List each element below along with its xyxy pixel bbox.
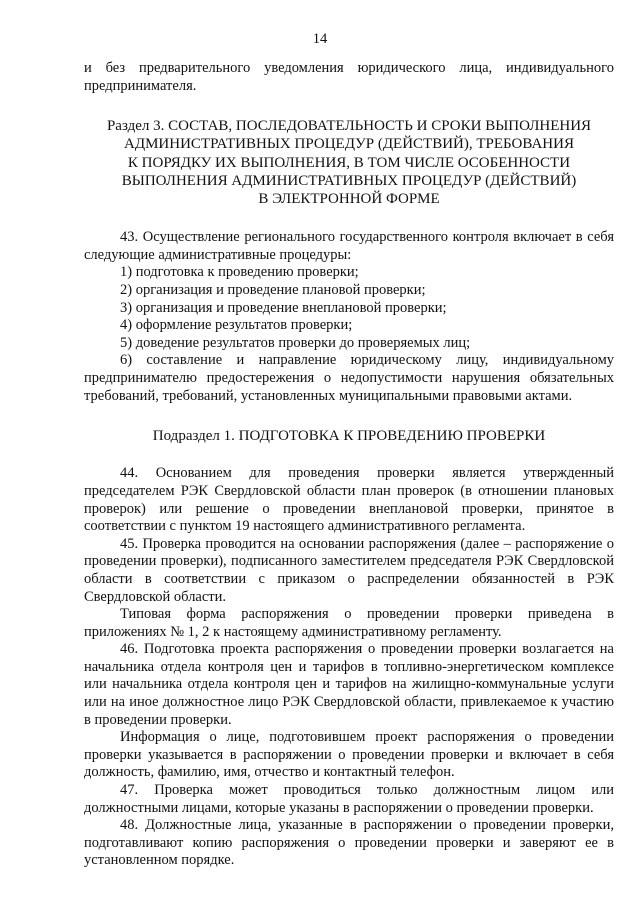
paragraph-48: 48. Должностные лица, указанные в распоряжении о проведении проверки, подготавливают копию распоряжения о проведении проверки и заверяют ее в установленном порядке. — [84, 817, 614, 869]
paragraph-44: 44. Основанием для проведения проверки является утвержденный председателем РЭК Свердловской области план проверок (в отношении плановых проверок) или решение о проведении внеплановой проверки, принятое в соответствии с пунктом 19 настоящего административного регламента. — [84, 465, 614, 535]
procedure-item: 3) организация и проведение внеплановой проверки; — [120, 299, 447, 316]
paragraph-43: 43. Осуществление регионального государственного контроля включает в себя следующие административные процедуры: — [84, 229, 614, 263]
section-heading-line: Раздел 3. СОСТАВ, ПОСЛЕДОВАТЕЛЬНОСТЬ И СРОКИ ВЫПОЛНЕНИЯ — [106, 118, 592, 135]
paragraph-47: 47. Проверка может проводиться только должностным лицом или должностными лицами, которые указаны в распоряжении о проведении проверки. — [84, 782, 614, 816]
section-heading — [84, 117, 614, 208]
paragraph-46: 46. Подготовка проекта распоряжения о проведении проверки возлагается на начальника отдела контроля цен и тарифов в топливно-энергетическом комплексе или начальника отдела контроля цен и тарифов на жилищно-коммунальные услуги или на иное должностное лицо РЭК Свердловской области, привлекаемое к участию в проведении проверки. — [84, 641, 614, 728]
page-number: 14 — [312, 31, 328, 47]
subsection-heading: Подраздел 1. ПОДГОТОВКА К ПРОВЕДЕНИЮ ПРОВЕРКИ — [152, 428, 546, 445]
paragraph-46-info: Информация о лице, подготовившем проект распоряжения о проведении проверки указывается в распоряжении о проведении проверки и включает в себя должность, фамилию, имя, отчество и контактный телефон. — [84, 729, 614, 781]
section-heading-line: ВЫПОЛНЕНИЯ АДМИНИСТРАТИВНЫХ ПРОЦЕДУР (ДЕЙСТВИЙ) — [121, 172, 577, 189]
paragraph-45-form: Типовая форма распоряжения о проведении проверки приведена в приложениях № 1, 2 к настоящему административному регламенту. — [84, 606, 614, 640]
lead-paragraph: и без предварительного уведомления юридического лица, индивидуального предпринимателя. — [84, 60, 614, 94]
section-heading-line: К ПОРЯДКУ ИХ ВЫПОЛНЕНИЯ, В ТОМ ЧИСЛЕ ОСОБЕННОСТИ — [127, 154, 571, 171]
procedure-item: 6) составление и направление юридическому лицу, индивидуальному предпринимателю предостережения о недопустимости нарушения обязательных требований, требований, установленных муниципальными правовыми актами. — [84, 352, 614, 404]
procedure-item: 4) оформление результатов проверки; — [120, 317, 353, 334]
procedure-item: 1) подготовка к проведению проверки; — [120, 264, 359, 281]
section-heading-line: В ЭЛЕКТРОННОЙ ФОРМЕ — [258, 191, 440, 207]
procedure-item: 2) организация и проведение плановой проверки; — [120, 281, 426, 298]
section-heading-line: АДМИНИСТРАТИВНЫХ ПРОЦЕДУР (ДЕЙСТВИЙ), ТРЕБОВАНИЯ — [124, 136, 574, 153]
paragraph-45: 45. Проверка проводится на основании распоряжения (далее – распоряжение о проведении проверки), подписанного заместителем председателя РЭК Свердловской области в соответствии с приказом о распределении обязанностей в РЭК Свердловской области. — [84, 535, 614, 605]
page-content — [84, 60, 614, 870]
procedure-item: 5) доведение результатов проверки до проверяемых лиц; — [120, 334, 471, 351]
